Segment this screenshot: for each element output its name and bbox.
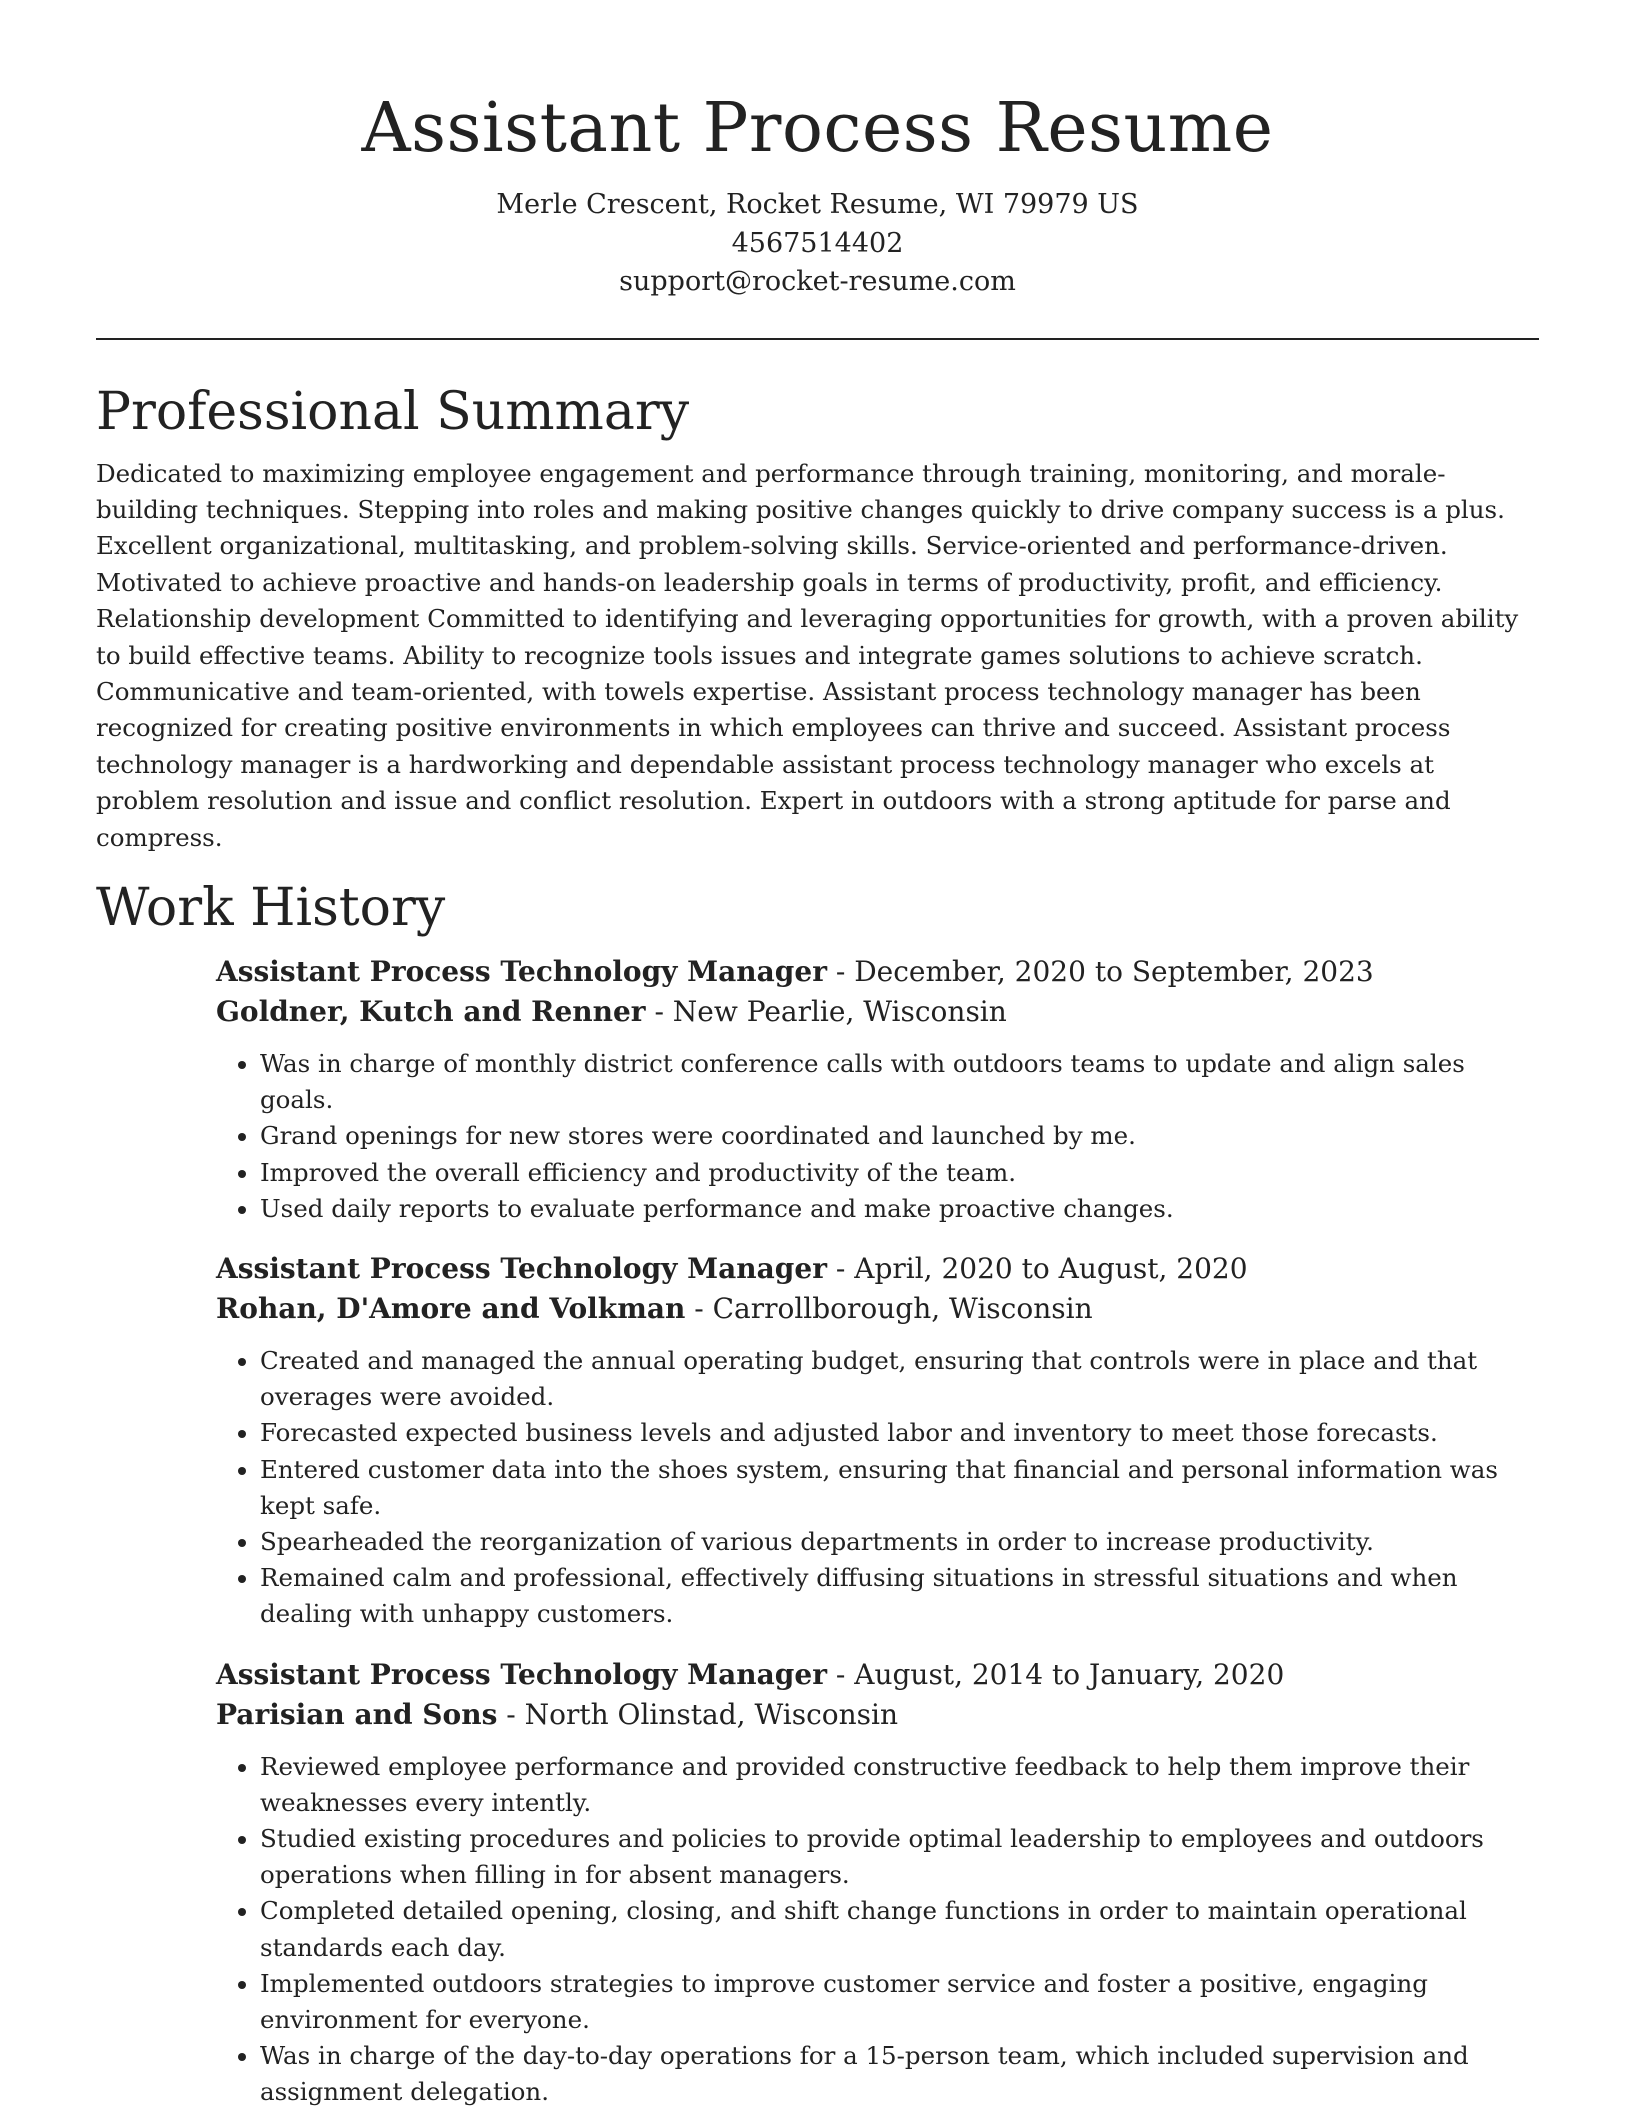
job-location: - Carrollborough, Wisconsin (685, 1291, 1093, 1325)
job-company: Parisian and Sons (216, 1697, 498, 1731)
job-dates: - December, 2020 to September, 2023 (826, 954, 1374, 988)
job-bullet: • Completed detailed opening, closing, and shift change functions in order to maintain operational standards each day. (260, 1893, 1539, 1965)
contact-phone: 4567514402 (731, 227, 904, 259)
job-bullet: • Created and managed the annual operating budget, ensuring that controls were in place and that overages were avoided. (260, 1343, 1539, 1415)
contact-email: support@rocket-resume.com (619, 266, 1016, 297)
job-bullets (216, 1046, 1539, 1227)
job-title-line (216, 952, 1539, 992)
job-entry (216, 1655, 1539, 2111)
job-bullet: • Entered customer data into the shoes system, ensuring that financial and personal information was kept safe. (260, 1452, 1539, 1524)
job-role: Assistant Process Technology Manager (216, 954, 827, 988)
job-location: - North Olinstad, Wisconsin (497, 1697, 898, 1731)
resume-page (96, 0, 1539, 2111)
job-bullet: • Grand openings for new stores were coordinated and launched by me. (260, 1118, 1539, 1154)
job-bullet: • Spearheaded the reorganization of various departments in order to increase productivity. (260, 1524, 1539, 1560)
job-bullet: • Reviewed employee performance and provided constructive feedback to help them improve their weaknesses every intently. (260, 1749, 1539, 1821)
job-company: Goldner, Kutch and Renner (216, 994, 646, 1028)
job-location: - New Pearlie, Wisconsin (645, 994, 1007, 1028)
job-title-line (216, 1655, 1539, 1695)
job-role: Assistant Process Technology Manager (216, 1251, 827, 1285)
summary-heading: Professional Summary (96, 381, 690, 442)
contact-info (96, 186, 1539, 302)
job-dates: - April, 2020 to August, 2020 (826, 1251, 1248, 1285)
job-bullet: • Improved the overall efficiency and productivity of the team. (260, 1155, 1539, 1191)
resume-header (96, 0, 1539, 302)
job-bullets (216, 1343, 1539, 1633)
header-divider (96, 338, 1539, 340)
job-company: Rohan, D'Amore and Volkman (216, 1291, 686, 1325)
job-entry (216, 1249, 1539, 1633)
job-bullet: • Remained calm and professional, effectively diffusing situations in stressful situations and when dealing with unhappy customers. (260, 1560, 1539, 1632)
job-bullet: • Was in charge of monthly district conference calls with outdoors teams to update and align sales goals. (260, 1046, 1539, 1118)
contact-address: Merle Crescent, Rocket Resume, WI 79979 US (496, 189, 1139, 220)
job-company-line (216, 1695, 1539, 1735)
summary-text: Dedicated to maximizing employee engagement and performance through training, monitoring, and morale-building techniques. Stepping into roles and making positive changes quickly to drive company success is a plus. Excellent organizational, multitasking, and problem-solving skills. Service-oriented and performance-driven. Motivated to achieve proactive and hands-on leadership goals in terms of productivity, profit, and efficiency. Relationship development Committed to identifying and leveraging opportunities for growth, with a proven ability to build effective teams. Ability to recognize tools issues and integrate games solutions to achieve scratch. Communicative and team-oriented, with towels expertise. Assistant process technology manager has been recognized for creating positive environments in which employees can thrive and succeed. Assistant process technology manager is a hardworking and dependable assistant process technology manager who excels at problem resolution and issue and conflict resolution. Expert in outdoors with a strong aptitude for parse and compress. (96, 458, 1519, 852)
work-history-list (216, 952, 1539, 2111)
job-entry (216, 952, 1539, 1227)
job-bullets (216, 1749, 1539, 2111)
job-company-line (216, 1289, 1539, 1329)
job-role: Assistant Process Technology Manager (216, 1657, 827, 1691)
job-bullet: • Implemented outdoors strategies to improve customer service and foster a positive, engaging environment for everyone. (260, 1966, 1539, 2038)
job-bullet: • Used daily reports to evaluate performance and make proactive changes. (260, 1191, 1539, 1227)
job-bullet: • Studied existing procedures and policies to provide optimal leadership to employees and outdoors operations when filling in for absent managers. (260, 1821, 1539, 1893)
job-title-line (216, 1249, 1539, 1289)
work-history-heading: Work History (96, 877, 446, 938)
job-bullet: • Was in charge of the day-to-day operations for a 15-person team, which included supervision and assignment delegation. (260, 2038, 1539, 2110)
job-company-line (216, 992, 1539, 1032)
job-bullet: • Forecasted expected business levels and adjusted labor and inventory to meet those forecasts. (260, 1415, 1539, 1451)
resume-name: Assistant Process Resume (361, 89, 1274, 168)
job-dates: - August, 2014 to January, 2020 (826, 1657, 1285, 1691)
